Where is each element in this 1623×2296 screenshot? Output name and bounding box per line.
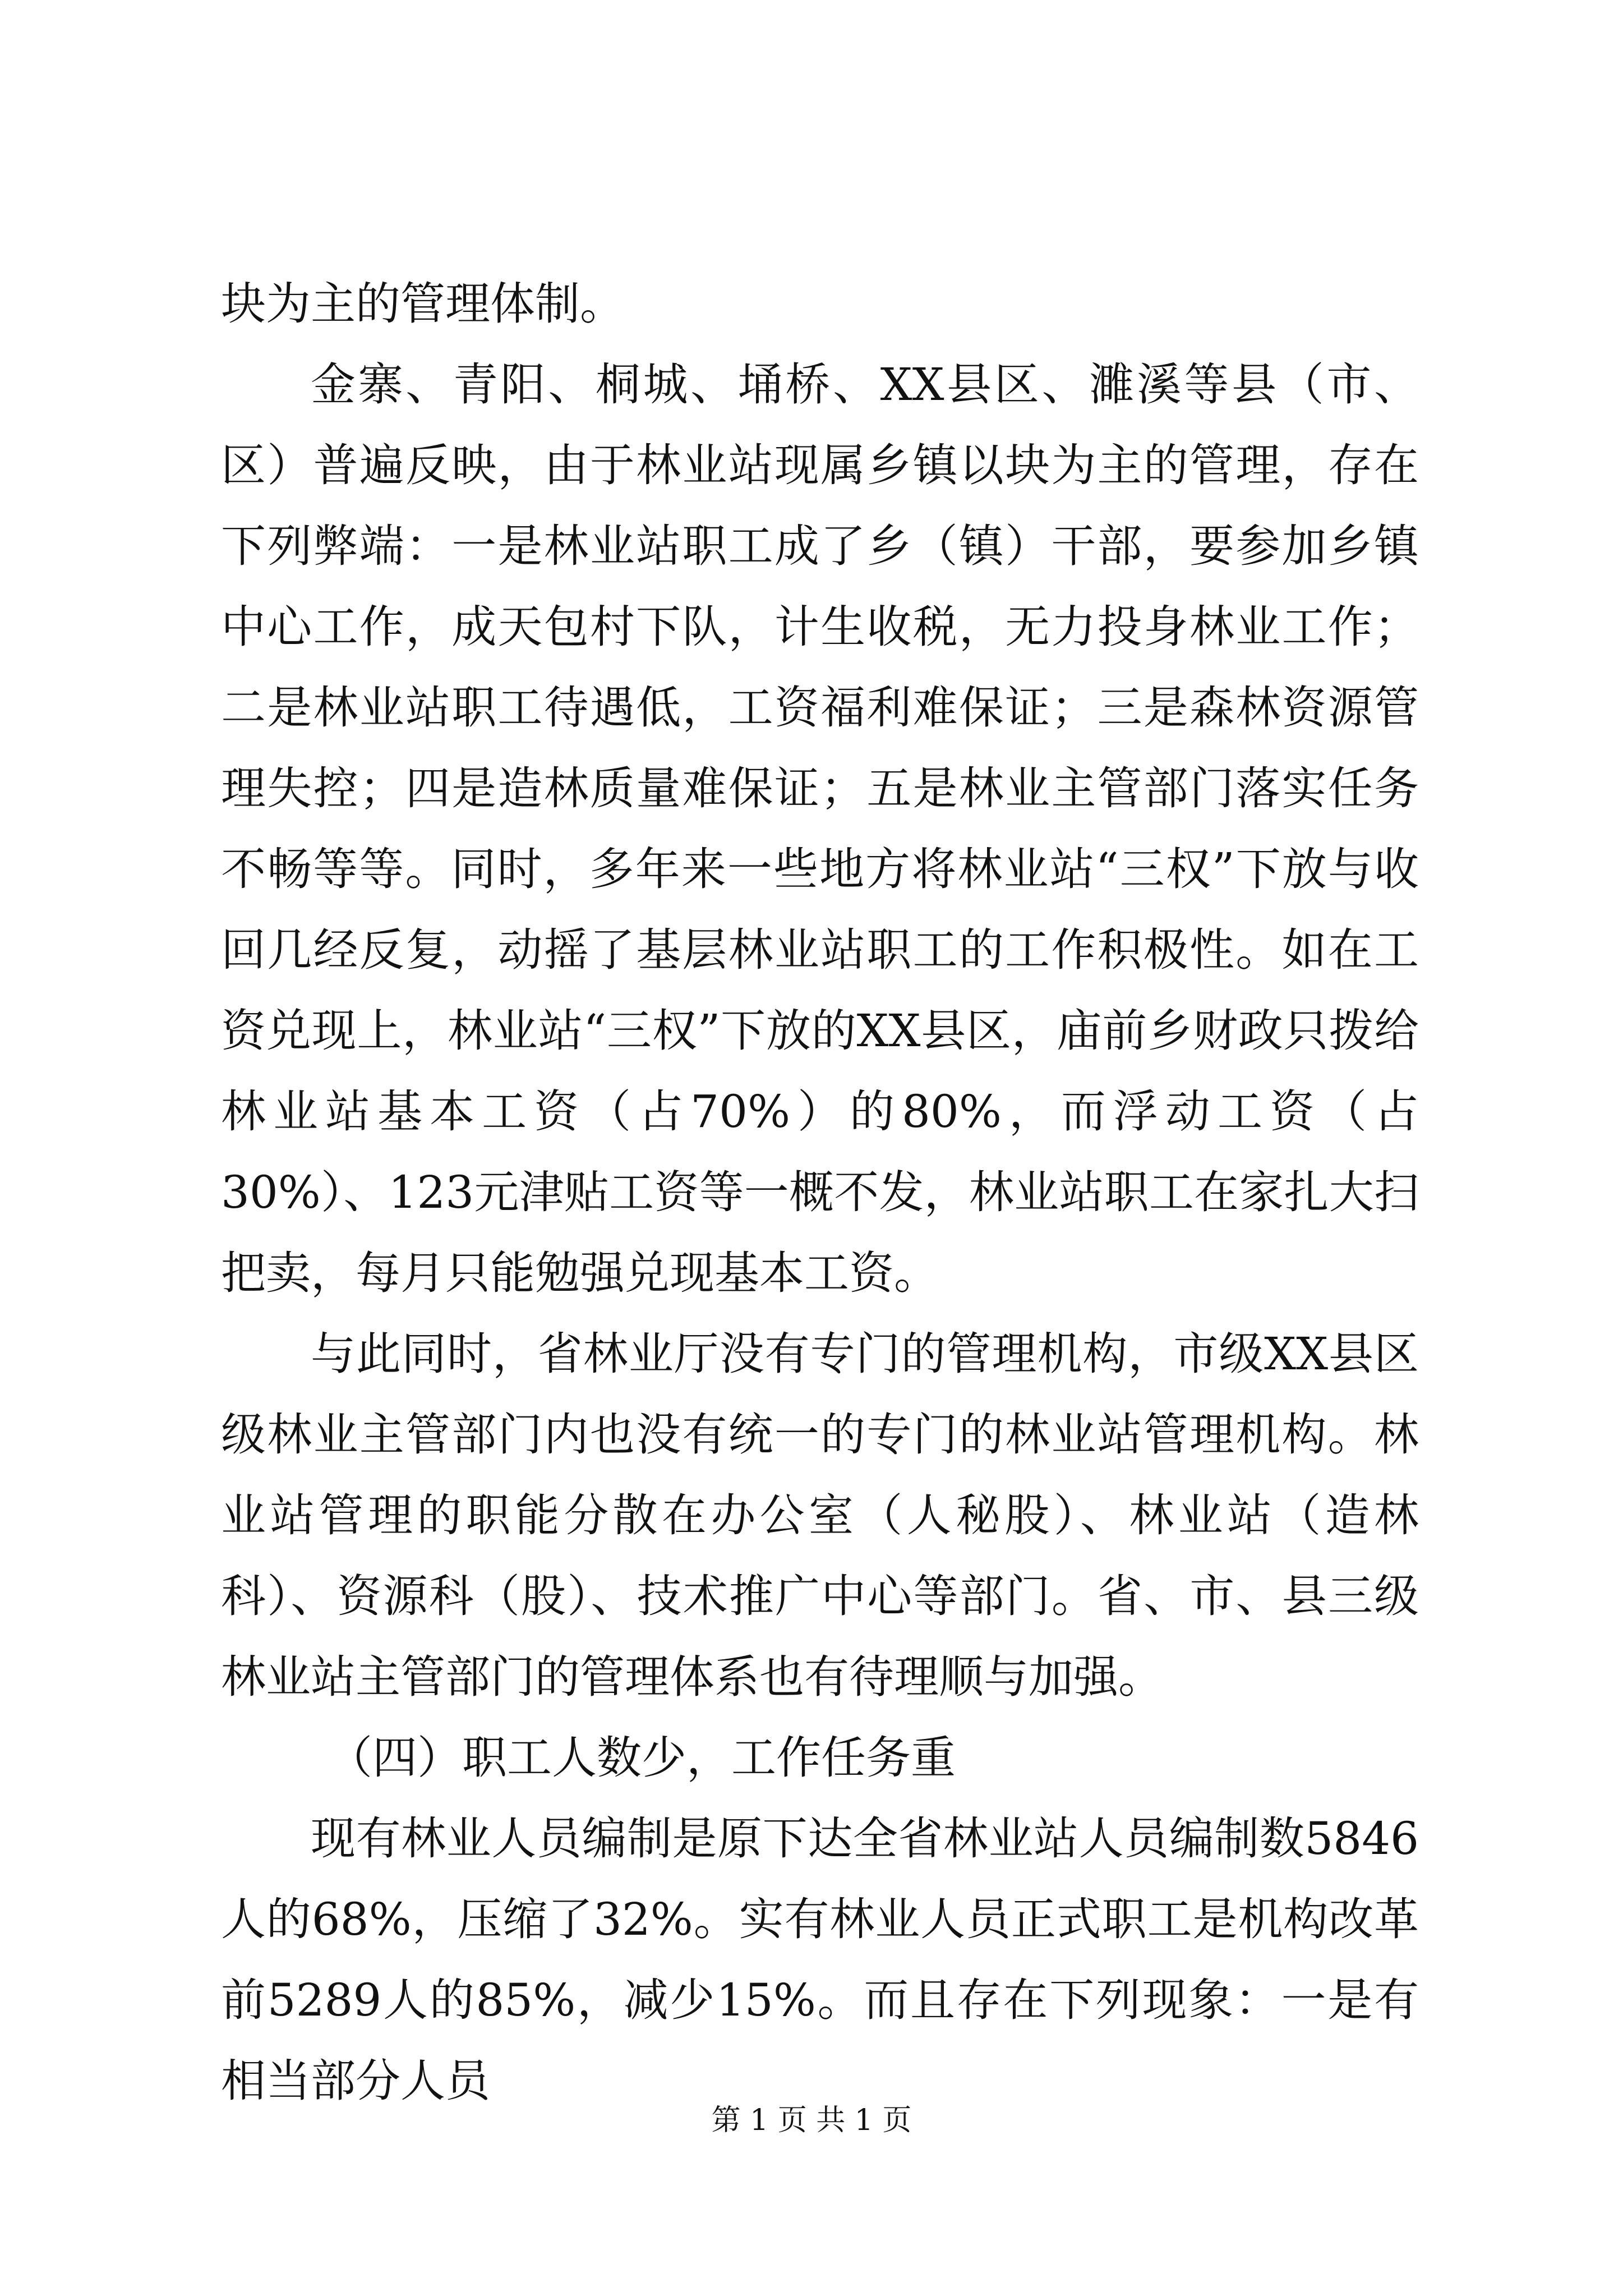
paragraph-continuation: 块为主的管理体制。 (221, 278, 625, 330)
document-body (221, 264, 1419, 2122)
paragraph-staffing-numbers: 现有林业人员编制是原下达全省林业站人员编制数5846人的68%，压缩了32%。实有林业人员正式职工是机构改革前5289人的85%，减少15%。而且存在下列现象：一是有相当部分人员 (221, 1812, 1419, 2107)
paragraph-county-feedback: 金寨、青阳、桐城、埇桥、XX县区、濉溪等县（市、区）普遍反映，由于林业站现属乡镇以块为主的管理，存在下列弊端：一是林业站职工成了乡（镇）干部，要参加乡镇中心工作，成天包村下队，计生收税，无力投身林业工作；二是林业站职工待遇低，工资福利难保证；三是森林资源管理失控；四是造林质量难保证；五是林业主管部门落实任务不畅等等。同时，多年来一些地方将林业站“三权”下放与收回几经反复，动摇了基层林业站职工的工作积极性。如在工资兑现上，林业站“三权”下放的XX县区，庙前乡财政只拨给林业站基本工资（占70%）的80%，而浮动工资（占30%）、123元津贴工资等一概不发，林业站职工在家扎大扫把卖，每月只能勉强兑现基本工资。 (221, 358, 1419, 1299)
page-footer: 第 1 页 共 1 页 (711, 2104, 912, 2137)
paragraph-management-agencies: 与此同时，省林业厅没有专门的管理机构，市级XX县区级林业主管部门内也没有统一的专门的林业站管理机构。林业站管理的职能分散在办公室（人秘股）、林业站（造林科）、资源科（股）、技术推广中心等部门。省、市、县三级林业站主管部门的管理体系也有待理顺与加强。 (221, 1328, 1419, 1703)
section-heading-staff-shortage: （四）职工人数少，工作任务重 (328, 1732, 956, 1784)
